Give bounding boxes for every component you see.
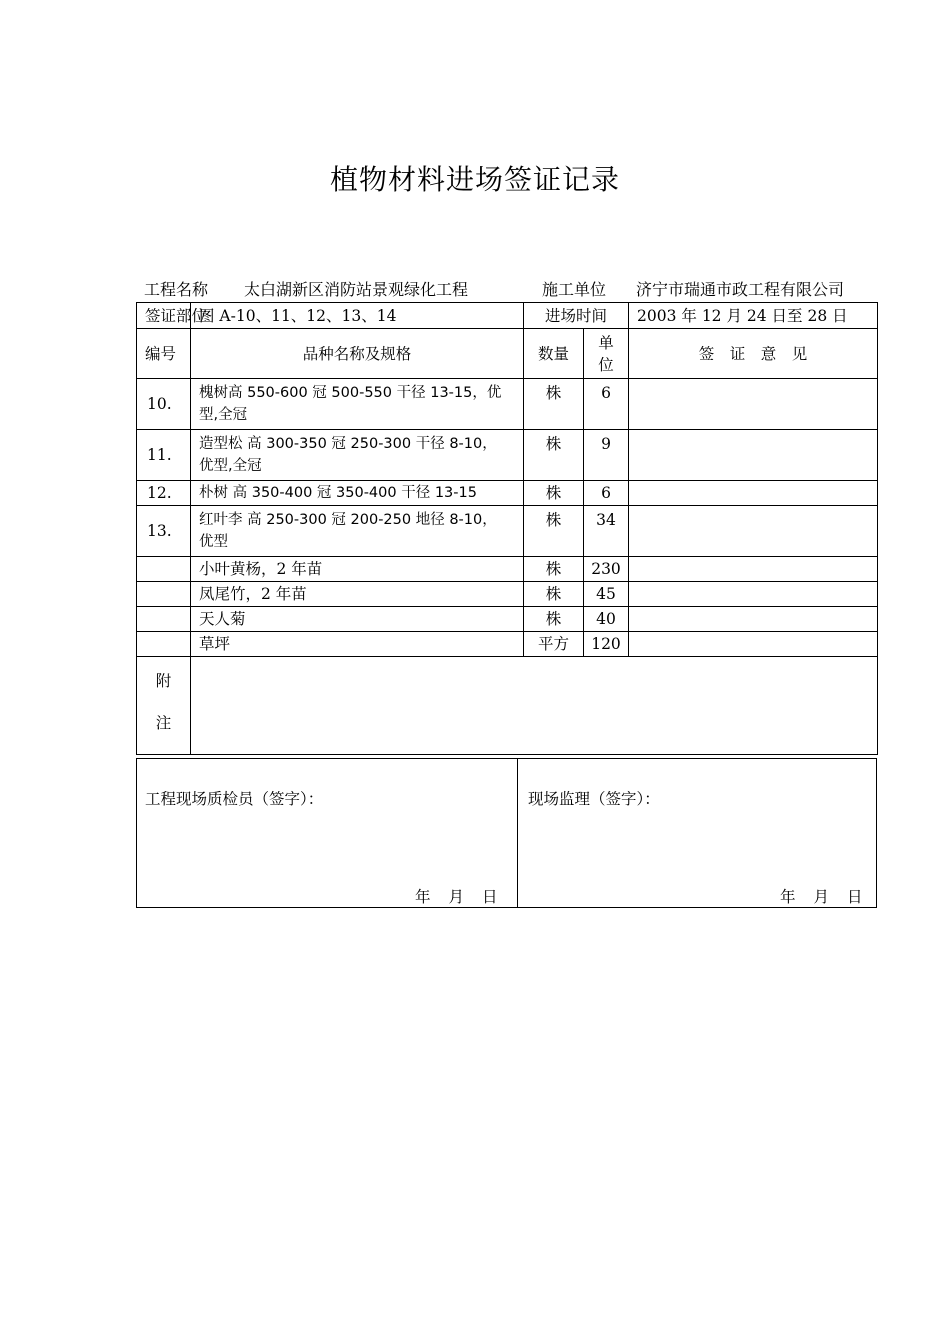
date-month: 月 <box>448 888 465 906</box>
remarks-row <box>137 657 878 755</box>
row-quantity: 45 <box>584 582 629 607</box>
row-name-spec: 草坪 <box>191 632 524 657</box>
col-opinion-header: 签 证 意 见 <box>629 329 878 379</box>
table-row <box>137 607 878 632</box>
supervisor-signature-date <box>762 885 863 907</box>
entry-time-value: 2003 年 12 月 24 日至 28 日 <box>629 303 878 329</box>
material-table <box>136 302 878 755</box>
row-quantity: 230 <box>584 557 629 582</box>
row-unit: 株 <box>524 557 584 582</box>
row-name-spec: 槐树高 550-600 冠 500-550 干径 13-15，优 型,全冠 <box>191 379 524 430</box>
date-month: 月 <box>813 888 830 906</box>
remarks-label-line2: 注 <box>155 714 172 732</box>
location-value: 图 A-10、11、12、13、14 <box>191 303 524 329</box>
row-name-spec: 造型松 高 300-350 冠 250-300 干径 8-10， 优型,全冠 <box>191 430 524 481</box>
col-name-spec-header: 品种名称及规格 <box>191 329 524 379</box>
row-number <box>137 582 191 607</box>
row-name-spec: 凤尾竹，2 年苗 <box>191 582 524 607</box>
row-number <box>137 632 191 657</box>
location-label: 签证部位 <box>137 303 191 329</box>
table-row <box>137 430 878 481</box>
row-quantity: 34 <box>584 506 629 557</box>
date-year: 年 <box>780 888 796 906</box>
row-opinion <box>629 506 878 557</box>
row-unit: 株 <box>524 506 584 557</box>
row-unit: 株 <box>524 379 584 430</box>
row-opinion <box>629 430 878 481</box>
row-quantity: 6 <box>584 379 629 430</box>
project-header <box>136 278 876 302</box>
date-day: 日 <box>482 888 498 906</box>
entry-time-label: 进场时间 <box>524 303 629 329</box>
row-quantity: 6 <box>584 481 629 506</box>
row-name-spec: 红叶李 高 250-300 冠 200-250 地径 8-10， 优型 <box>191 506 524 557</box>
table-row <box>137 557 878 582</box>
row-unit: 株 <box>524 481 584 506</box>
row-opinion <box>629 481 878 506</box>
contractor-name: 济宁市瑞通市政工程有限公司 <box>636 280 845 299</box>
row-number <box>137 607 191 632</box>
row-opinion <box>629 379 878 430</box>
row-unit: 株 <box>524 607 584 632</box>
info-row <box>137 303 878 329</box>
supervisor-signature-box <box>517 758 877 908</box>
row-opinion <box>629 557 878 582</box>
inspector-signature-label: 工程现场质检员（签字）： <box>145 790 324 808</box>
row-opinion <box>629 632 878 657</box>
table-row <box>137 481 878 506</box>
inspector-signature-box <box>136 758 518 908</box>
project-name-label: 工程名称 <box>144 280 209 299</box>
column-header-row <box>137 329 878 379</box>
date-year: 年 <box>415 888 431 906</box>
table-row <box>137 582 878 607</box>
table-row <box>137 506 878 557</box>
row-number <box>137 557 191 582</box>
row-quantity: 9 <box>584 430 629 481</box>
date-day: 日 <box>847 888 863 906</box>
row-opinion <box>629 582 878 607</box>
col-unit-line2: 位 <box>598 355 614 374</box>
table-row <box>137 379 878 430</box>
row-opinion <box>629 607 878 632</box>
row-number: 11. <box>137 430 191 481</box>
remarks-label <box>137 657 191 755</box>
row-quantity: 120 <box>584 632 629 657</box>
remarks-label-line1: 附 <box>155 672 172 690</box>
table-row <box>137 632 878 657</box>
row-unit: 株 <box>524 430 584 481</box>
col-number-header: 编号 <box>137 329 191 379</box>
remarks-content <box>191 657 878 755</box>
row-number: 10. <box>137 379 191 430</box>
col-quantity-header: 数量 <box>524 329 584 379</box>
page-title: 植物材料进场签证记录 <box>329 163 620 196</box>
row-unit: 株 <box>524 582 584 607</box>
supervisor-signature-label: 现场监理（签字）： <box>528 790 660 808</box>
project-name: 太白湖新区消防站景观绿化工程 <box>244 280 469 299</box>
row-name-spec: 小叶黄杨，2 年苗 <box>191 557 524 582</box>
row-quantity: 40 <box>584 607 629 632</box>
inspector-signature-date <box>397 885 498 907</box>
col-unit-header <box>584 329 629 379</box>
row-unit: 平方 <box>524 632 584 657</box>
col-unit-line1: 单 <box>598 333 614 352</box>
row-name-spec: 天人菊 <box>191 607 524 632</box>
row-number: 12. <box>137 481 191 506</box>
row-number: 13. <box>137 506 191 557</box>
contractor-label: 施工单位 <box>542 280 607 299</box>
row-name-spec: 朴树 高 350-400 冠 350-400 干径 13-15 <box>191 481 524 506</box>
